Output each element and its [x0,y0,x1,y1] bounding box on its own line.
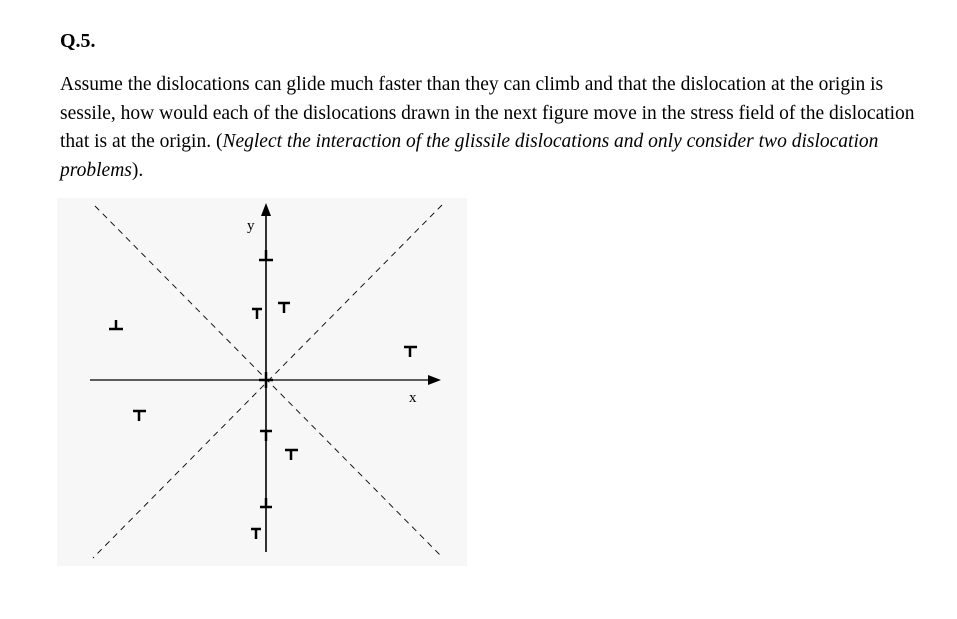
x-axis-label: x [409,390,417,406]
dislocation-symbol-tee [133,411,146,421]
dislocation-diagram [57,198,467,566]
question-text [60,71,920,185]
y-axis-label: y [247,218,255,234]
diagonal-dashed-line-2 [93,205,442,558]
y-axis-arrow-icon [261,203,271,216]
dislocation-symbol-perp [260,498,272,507]
dislocation-symbol-tee [285,450,298,460]
dislocation-symbol-tee [404,347,417,357]
dislocation-symbol-perp [259,250,273,260]
dislocation-symbol-tee [251,529,261,539]
dislocation-symbol-tee [278,303,290,313]
question-text-italic: Neglect the interaction of the glissile dislocations and only consider two dislocation problems [60,131,879,181]
dislocation-symbol-perp [109,320,123,329]
dislocation-symbol-tee [252,309,262,319]
x-axis-arrow-icon [428,375,441,385]
question-text-main: Assume the dislocations can glide much faster than they can climb and that the dislocation at the origin is sessile, how would each of the dislocations drawn in the next figure move in the stress field of the dislocation that is at the origin. ( [60,74,915,152]
dislocation-symbol-tee [260,431,272,441]
dislocation-figure [57,198,467,566]
question-text-end: ). [131,159,144,181]
question-number: Q.5. [60,30,96,52]
